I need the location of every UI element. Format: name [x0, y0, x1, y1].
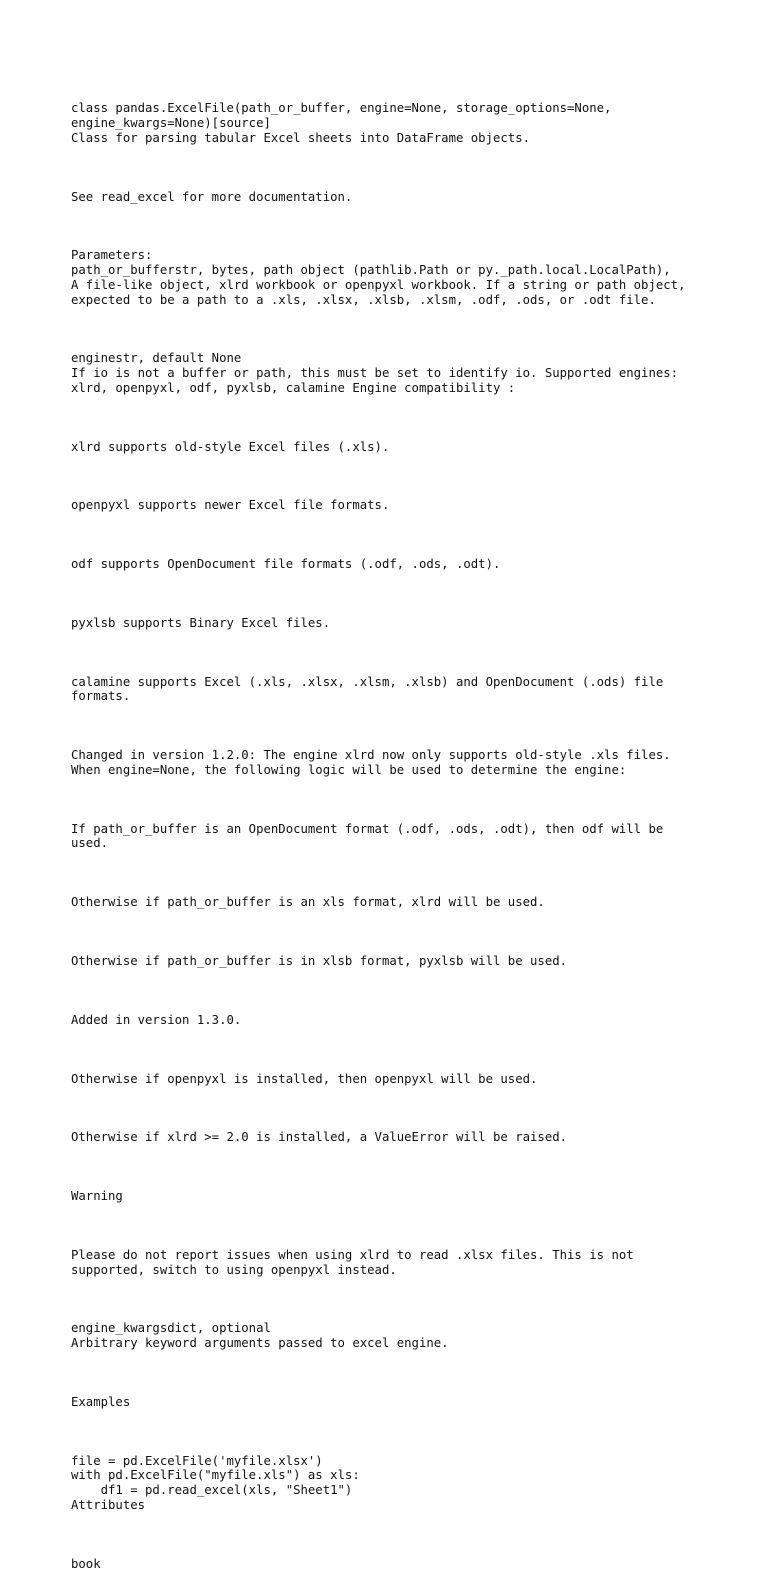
book-attribute-paragraph: book	[71, 1556, 101, 1571]
openpyxl-logic-paragraph: Otherwise if openpyxl is installed, then openpyxl will be used.	[71, 1071, 538, 1086]
document-body	[71, 72, 731, 1586]
warning-text-paragraph: Please do not report issues when using xlrd to read .xlsx files. This is not supported, switch to using openpyxl instead.	[71, 1247, 634, 1277]
openpyxl-support-paragraph: openpyxl supports newer Excel file formats.	[71, 498, 390, 513]
parameters-paragraph: Parameters: path_or_bufferstr, bytes, path object (pathlib.Path or py._path.local.LocalPath), A file-like object, xlrd workbook or openpyxl workbook. If a string or path object, expected to be a path to a .xls, .xlsx, .xlsb, .xlsm, .odf, .ods, or .odt file.	[71, 248, 686, 307]
engine-kwargs-paragraph: engine_kwargsdict, optional Arbitrary keyword arguments passed to excel engine.	[71, 1321, 449, 1351]
xlrd-support-paragraph: xlrd supports old-style Excel files (.xls).	[71, 439, 390, 454]
xls-logic-paragraph: Otherwise if path_or_buffer is an xls format, xlrd will be used.	[71, 895, 545, 910]
pyxlsb-support-paragraph: pyxlsb supports Binary Excel files.	[71, 615, 331, 630]
class-signature-paragraph: class pandas.ExcelFile(path_or_buffer, engine=None, storage_options=None, engine_kwargs=None)[source] Class for parsing tabular Excel sheets into DataFrame objects.	[71, 101, 612, 145]
added-version-paragraph: Added in version 1.3.0.	[71, 1012, 242, 1027]
code-example-block: file = pd.ExcelFile('myfile.xlsx') with pd.ExcelFile("myfile.xls") as xls: df1 = pd.read_excel(xls, "Sheet1") Attributes	[71, 1453, 360, 1512]
see-also-paragraph: See read_excel for more documentation.	[71, 189, 353, 204]
calamine-support-paragraph: calamine supports Excel (.xls, .xlsx, .xlsm, .xlsb) and OpenDocument (.ods) file formats.	[71, 674, 664, 704]
xlsb-logic-paragraph: Otherwise if path_or_buffer is in xlsb format, pyxlsb will be used.	[71, 954, 568, 968]
examples-heading: Examples	[71, 1394, 131, 1409]
changed-version-paragraph: Changed in version 1.2.0: The engine xlrd now only supports old-style .xls files. When engine=None, the following logic will be used to determine the engine:	[71, 748, 671, 777]
odf-logic-paragraph: If path_or_buffer is an OpenDocument format (.odf, .ods, .odt), then odf will be used.	[71, 821, 664, 851]
xlrd-error-logic-paragraph: Otherwise if xlrd >= 2.0 is installed, a ValueError will be raised.	[71, 1130, 568, 1145]
engine-parameter-paragraph: enginestr, default None If io is not a buffer or path, this must be set to identify io. Supported engines: xlrd, openpyxl, odf, pyxlsb, calamine Engine compatibility :	[71, 351, 679, 395]
odf-support-paragraph: odf supports OpenDocument file formats (.odf, .ods, .odt).	[71, 557, 501, 572]
warning-heading: Warning	[71, 1189, 123, 1204]
